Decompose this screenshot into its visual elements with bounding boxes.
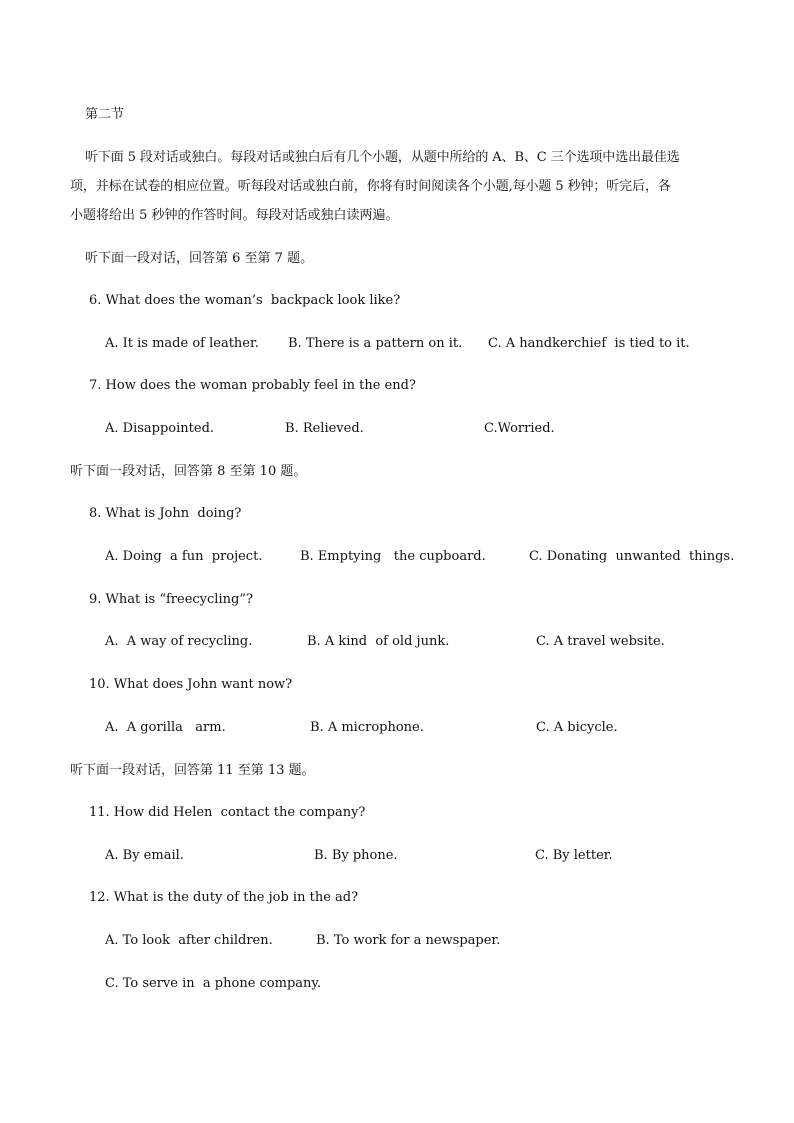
group-intro: 听下面一段对话，回答第 11 至第 13 题。 [70,763,315,778]
option-c[interactable]: C.Worried. [484,421,555,436]
option-c[interactable]: C. A travel website. [536,634,665,649]
option-c[interactable]: C. A bicycle. [536,720,618,735]
group-intro: 听下面一段对话，回答第 8 至第 10 题。 [70,464,307,479]
instructions-line-3: 小题将给出 5 秒钟的作答时间。每段对话或独白读两遍。 [70,208,399,223]
question-stem: 9. What is “freecycling”? [89,592,253,607]
option-b[interactable]: B. Emptying the cupboard. [300,549,486,564]
instructions-line-1: 听下面 5 段对话或独白。每段对话或独白后有几个小题，从题中所给的 A、B、C 三个选项中选出最佳选 [85,150,680,165]
option-a[interactable]: A. A way of recycling. [105,634,253,649]
option-b[interactable]: B. To work for a newspaper. [316,933,501,948]
section-heading: 第二节 [85,107,125,122]
option-a[interactable]: A. To look after children. [105,933,273,948]
question-stem: 8. What is John doing? [89,506,242,521]
option-a[interactable]: A. A gorilla arm. [105,720,226,735]
option-b[interactable]: B. By phone. [314,848,398,863]
option-a[interactable]: A. By email. [105,848,184,863]
group-intro: 听下面一段对话，回答第 6 至第 7 题。 [85,251,314,266]
question-stem: 11. How did Helen contact the company? [89,805,366,820]
option-b[interactable]: B. There is a pattern on it. [288,336,463,351]
option-c[interactable]: C. By letter. [535,848,613,863]
option-b[interactable]: B. Relieved. [285,421,364,436]
option-c[interactable]: C. To serve in a phone company. [105,976,322,991]
question-stem: 7. How does the woman probably feel in the end? [89,378,416,393]
option-a[interactable]: A. Doing a fun project. [105,549,263,564]
option-c[interactable]: C. Donating unwanted things. [529,549,735,564]
option-a[interactable]: A. It is made of leather. [105,336,259,351]
option-a[interactable]: A. Disappointed. [105,421,215,436]
instructions-line-2: 项，并标在试卷的相应位置。听每段对话或独白前，你将有时间阅读各个小题,每小题 5 秒钟；听完后，各 [70,179,671,194]
option-c[interactable]: C. A handkerchief is tied to it. [488,336,690,351]
option-b[interactable]: B. A kind of old junk. [307,634,450,649]
question-stem: 12. What is the duty of the job in the ad? [89,890,359,905]
question-stem: 10. What does John want now? [89,677,293,692]
question-stem: 6. What does the woman’s backpack look like? [89,293,401,308]
option-b[interactable]: B. A microphone. [310,720,424,735]
